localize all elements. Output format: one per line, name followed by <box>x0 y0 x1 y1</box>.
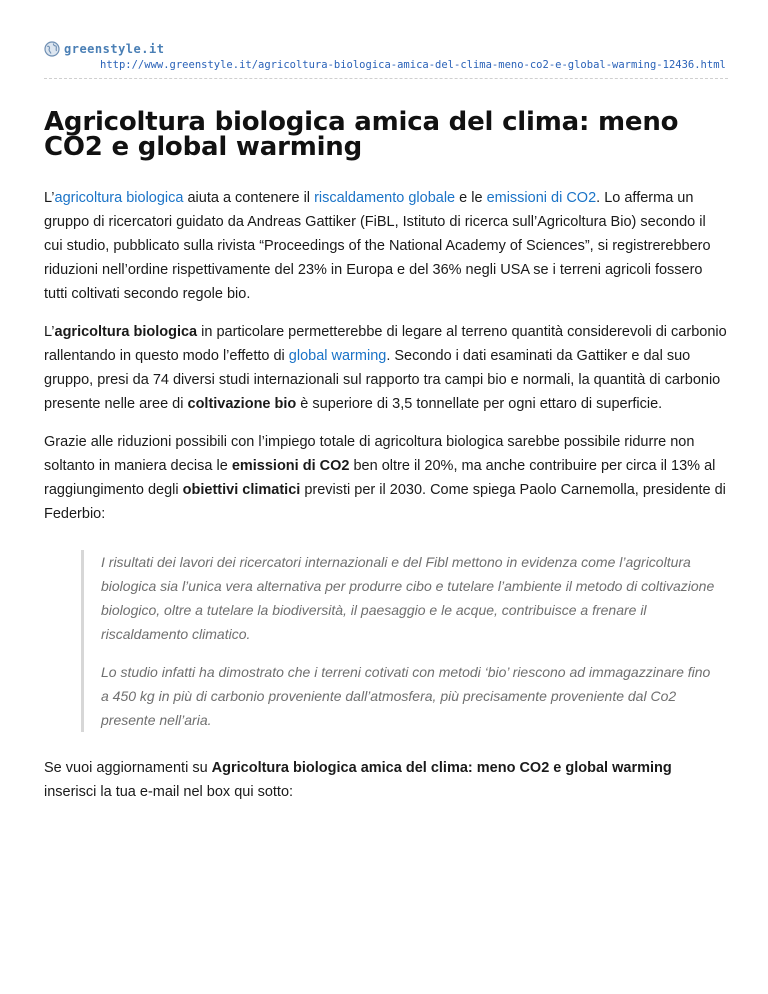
bold-agricoltura-biologica: agricoltura biologica <box>54 324 198 340</box>
quote-paragraph-1: I risultati dei lavori dei ricercatori internazionali e del Fibl mettono in evidenza come l’agricoltura biologica sia l’unica vera alternativa per produrre cibo e tutelare l’ambiente il metodo di coltivazione biologico, oltre a tutelare la biodiversità, il paesaggio e le acque, contribuisce a frenare il riscaldamento climatico. <box>101 554 715 642</box>
text-segment: previsti per il 2030. Come spiega Paolo Carnemolla, presidente di Federbio: <box>44 482 726 522</box>
blockquote <box>81 550 721 732</box>
text-segment: in particolare permetterebbe di legare al terreno quantità considerevoli di carbonio rallentando in questo modo l’effetto di <box>44 324 727 364</box>
paragraph-2 <box>44 320 728 416</box>
link-emissioni-co2[interactable]: emissioni di CO2 <box>486 190 597 206</box>
link-agricoltura-biologica[interactable]: agricoltura biologica <box>54 190 184 206</box>
text-segment: L’ <box>44 190 55 206</box>
text-segment: . Lo afferma un gruppo di ricercatori guidato da Andreas Gattiker (FiBL, Istituto di ricerca sull’Agricoltura Bio) secondo il cui studio, pubblicato sulla rivista “Proceedings of the National Academy of Sciences”, si registrerebbero riduzioni nell’ordine rispettivamente del 23% in Europa e del 36% negli USA se i terreni agricoli fossero tutti coltivati secondo regole bio. <box>44 190 711 302</box>
text-segment: è superiore di 3,5 tonnellate per ogni ettaro di superficie. <box>296 396 663 412</box>
text-segment: Grazie alle riduzioni possibili con l’impiego totale di agricoltura biologica sarebbe possibile ridurre non soltanto in maniera decisa le <box>44 434 695 474</box>
text-segment: Se vuoi aggiornamenti su <box>44 760 212 776</box>
paragraph-4 <box>44 756 728 804</box>
page <box>44 40 728 818</box>
link-riscaldamento-globale[interactable]: riscaldamento globale <box>314 190 456 206</box>
paragraph-1 <box>44 186 728 306</box>
site-name: greenstyle.it <box>64 42 165 56</box>
text-segment: aiuta a contenere il <box>183 190 315 206</box>
site-header <box>44 40 728 78</box>
site-logo[interactable] <box>44 40 728 58</box>
article-title: Agricoltura biologica amica del clima: meno CO2 e global warming <box>44 107 679 162</box>
link-global-warming[interactable]: global warming <box>288 348 387 364</box>
header-divider <box>44 78 728 79</box>
quote-paragraph-2: Lo studio infatti ha dimostrato che i terreni cotivati con metodi ‘bio’ riescono ad immagazzinare fino a 450 kg in più di carbonio proveniente dall’atmosfera, più precisamente proveniente dal Co2 presente nell’aria. <box>101 664 711 728</box>
paragraph-3 <box>44 430 728 526</box>
article-body <box>44 186 728 804</box>
text-segment: inserisci la tua e-mail nel box qui sotto: <box>44 784 294 800</box>
bold-article-title: Agricoltura biologica amica del clima: meno CO2 e global warming <box>211 760 672 776</box>
text-segment: e le <box>455 190 487 206</box>
text-segment: . Secondo i dati esaminati da Gattiker e dal suo gruppo, presi da 74 diversi studi internazionali sul rapporto tra campi bio e normali, la quantità di carbonio presente nelle aree di <box>44 348 721 412</box>
text-segment: ben oltre il 20%, ma anche contribuire per circa il 13% al raggiungimento degli <box>44 458 716 498</box>
bold-coltivazione-bio: coltivazione bio <box>187 396 297 412</box>
bold-emissioni-co2: emissioni di CO2 <box>231 458 350 474</box>
text-segment: L’ <box>44 324 55 340</box>
bold-obiettivi-climatici: obiettivi climatici <box>182 482 301 498</box>
page-url-link[interactable]: http://www.greenstyle.it/agricoltura-biologica-amica-del-clima-meno-co2-e-global-warming-12436.html <box>100 59 726 71</box>
globe-icon <box>44 41 60 57</box>
